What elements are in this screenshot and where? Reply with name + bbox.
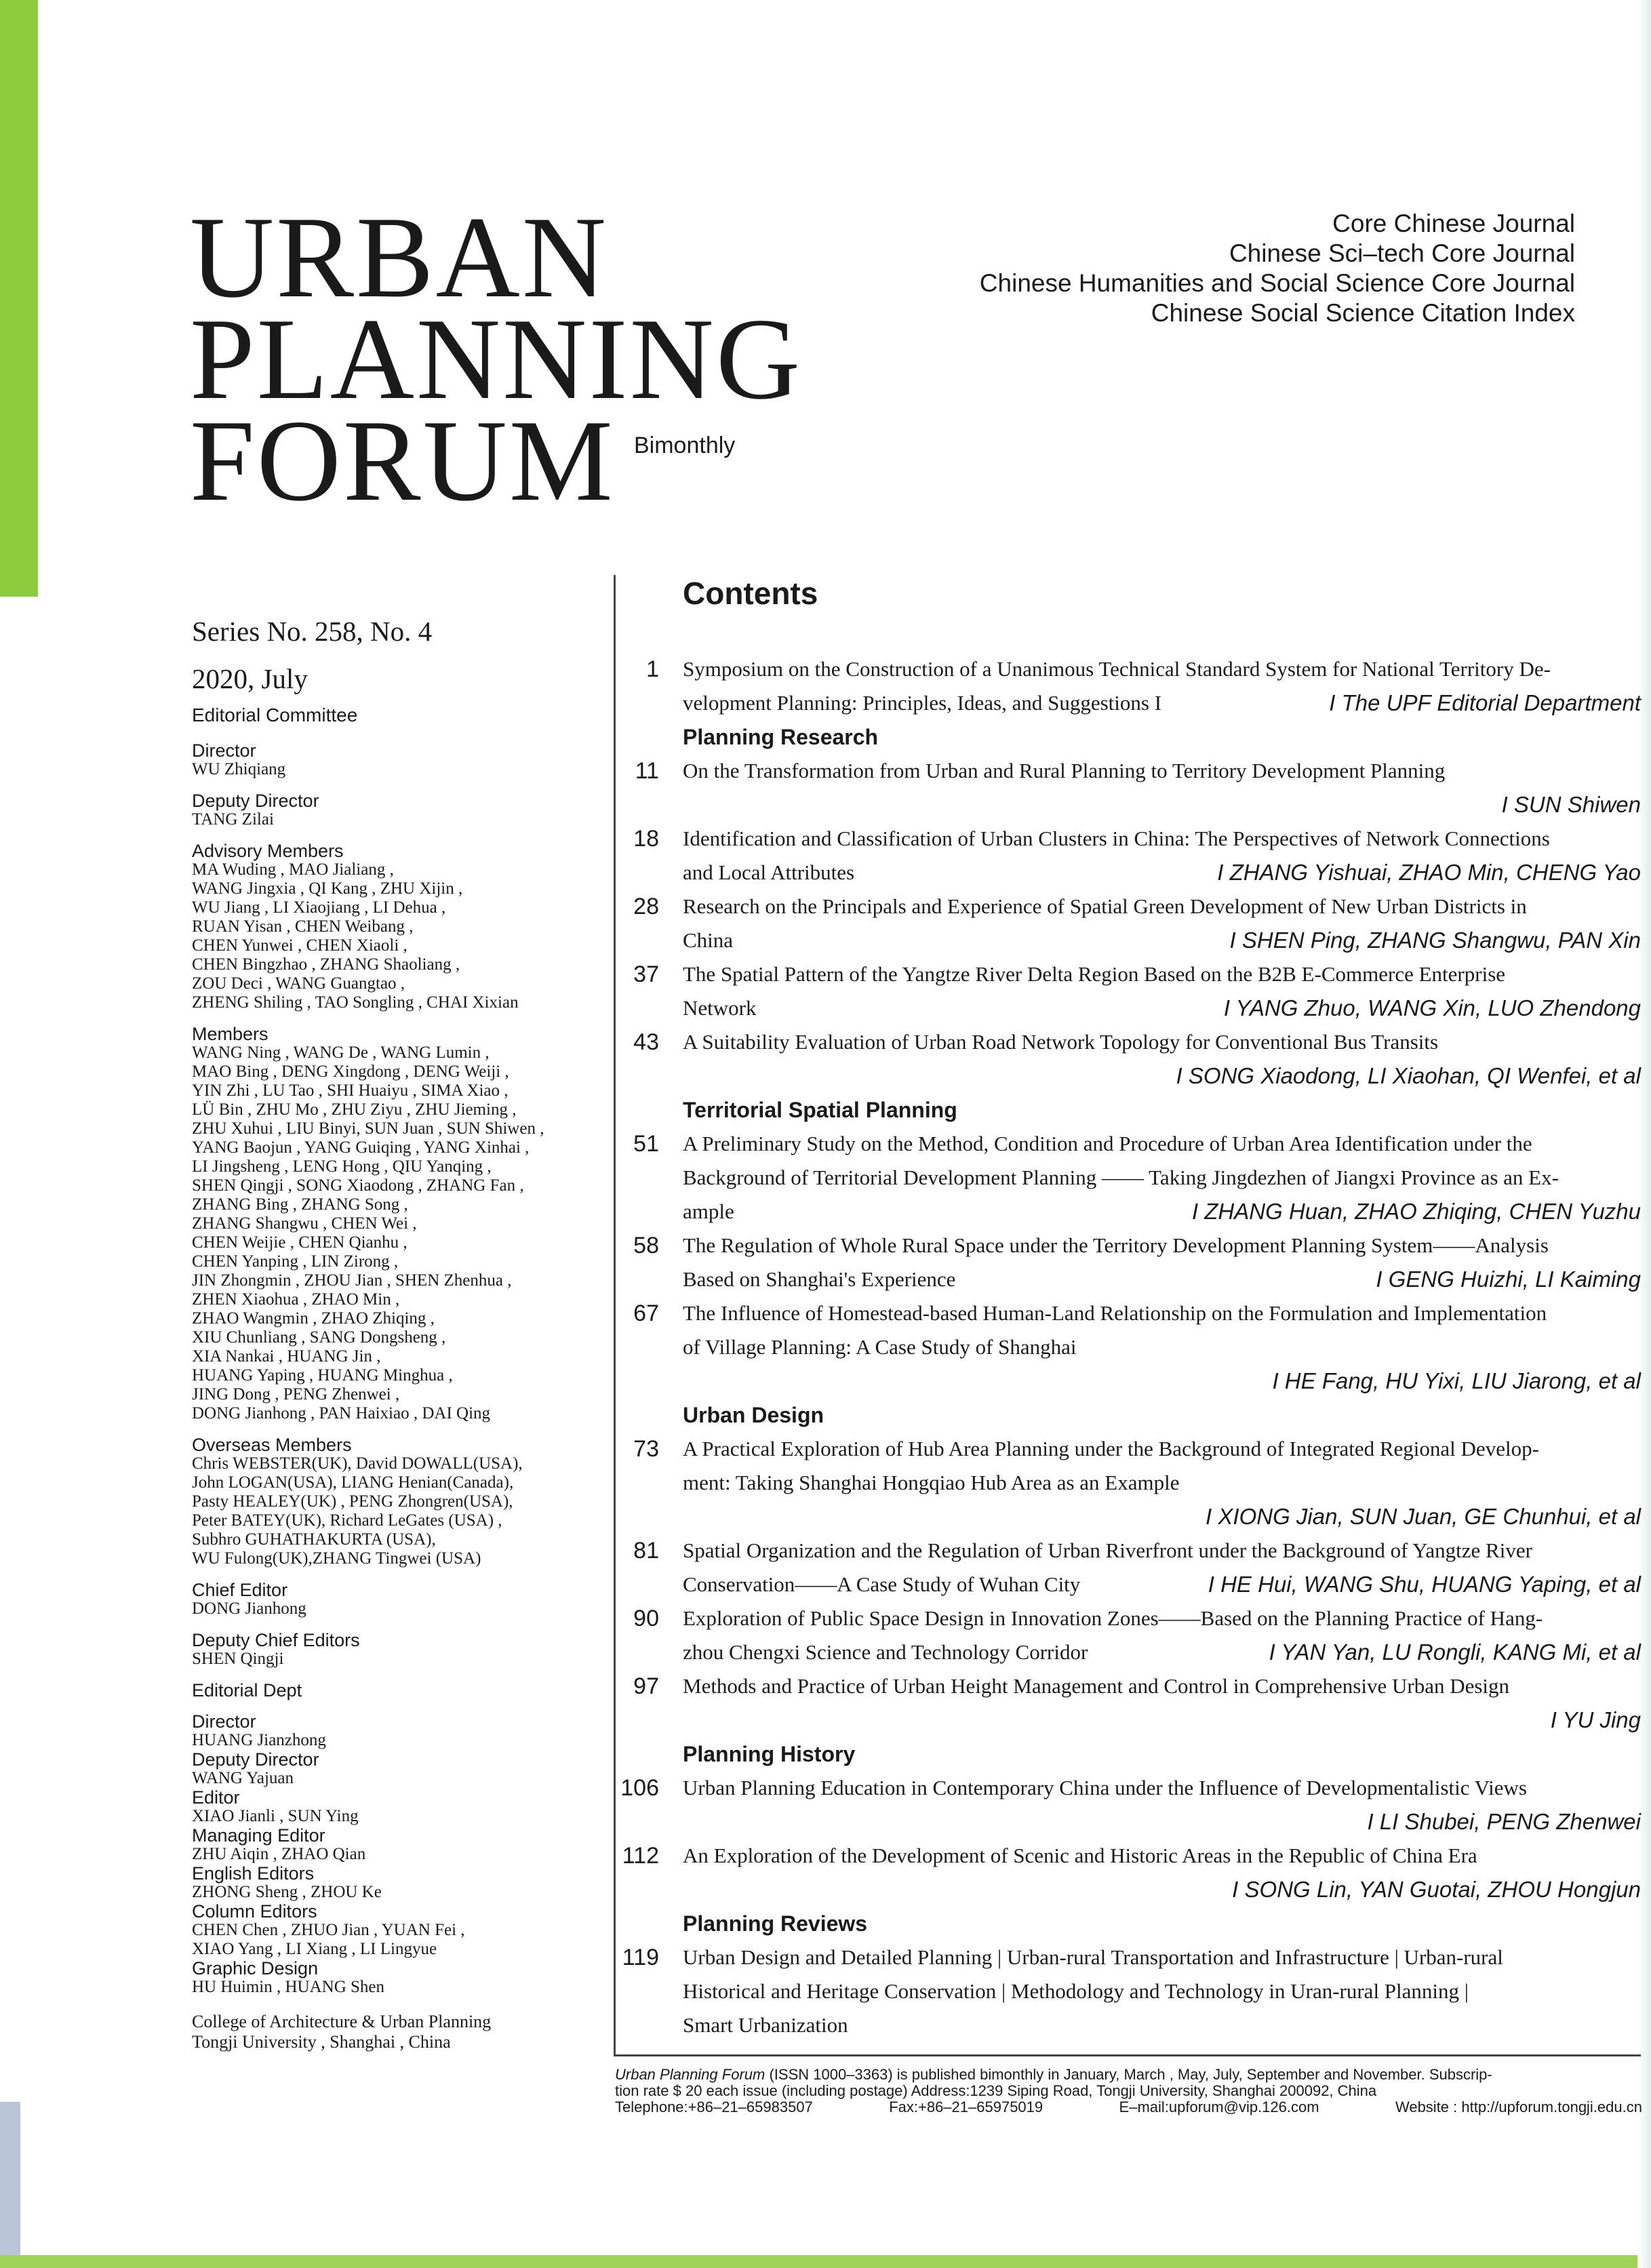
- contents-heading: Contents: [683, 576, 818, 611]
- page-number: 73: [633, 1436, 659, 1462]
- group-names-line: Pasty HEALEY(UK) , PENG Zhongren(USA),: [192, 1492, 513, 1511]
- group-names-line: WANG Ning , WANG De , WANG Lumin ,: [192, 1043, 490, 1062]
- page-number: 67: [633, 1300, 659, 1326]
- group-names-line: ZHONG Sheng , ZHOU Ke: [192, 1883, 382, 1901]
- group-names-line: CHEN Yunwei , CHEN Xiaoli ,: [192, 936, 407, 955]
- group-names-line: CHEN Chen , ZHUO Jian , YUAN Fei ,: [192, 1921, 465, 1939]
- group-names-line: ZHENG Shiling , TAO Songling , CHAI Xixian: [192, 993, 519, 1012]
- contents-entry[interactable]: [633, 1432, 1641, 1534]
- index-item: Chinese Social Science Citation Index: [1151, 299, 1575, 327]
- editorial-committee-heading: Editorial Committee: [192, 704, 358, 725]
- entry-title-line: Background of Territorial Development Planning —— Taking Jingdezhen of Jiangxi Province as an Ex-: [683, 1166, 1559, 1189]
- entry-title-line: Urban Design and Detailed Planning | Urban-rural Transportation and Infrastructure | Urban-rural: [683, 1945, 1503, 1969]
- entry-title-line: Symposium on the Construction of a Unanimous Technical Standard System for National Territory De-: [683, 657, 1551, 681]
- editorial-group: [192, 1750, 599, 1788]
- entry-title-line: Spatial Organization and the Regulation of Urban Riverfront under the Background of Yangtze River: [683, 1538, 1532, 1562]
- publisher-affiliation: [192, 2012, 599, 2052]
- editorial-dept-heading: Editorial Dept: [192, 1680, 302, 1700]
- entry-title-line: Research on the Principals and Experience of Spatial Green Development of New Urban Districts in: [683, 894, 1527, 918]
- group-names-line: ZHU Xuhui , LIU Binyi, SUN Juan , SUN Shiwen ,: [192, 1119, 544, 1138]
- editorial-group: [192, 1902, 599, 1959]
- entry-authors: I SHEN Ping, ZHANG Shangwu, PAN Xin: [1229, 928, 1641, 953]
- group-names-line: HUANG Jianzhong: [192, 1731, 326, 1749]
- group-names-line: WANG Yajuan: [192, 1769, 294, 1787]
- group-names-line: HU Huimin , HUANG Shen: [192, 1978, 385, 1996]
- contents-entry[interactable]: [622, 1839, 1641, 1907]
- footer-website[interactable]: Website : http://upforum.tongji.edu.cn: [1395, 2098, 1642, 2115]
- entry-title-text: Based on Shanghai's Experience: [683, 1267, 956, 1291]
- editorial-group: [192, 1788, 599, 1826]
- entry-authors: I YU Jing: [1550, 1707, 1641, 1732]
- group-title: Deputy Director: [192, 791, 319, 811]
- group-names-line: CHEN Bingzhao , ZHANG Shaoliang ,: [192, 955, 460, 974]
- index-item: Chinese Humanities and Social Science Core Journal: [979, 269, 1575, 297]
- contents-entry[interactable]: [622, 1941, 1641, 2042]
- group-names-line: ZHU Aiqin , ZHAO Qian: [192, 1845, 366, 1863]
- group-names-line: XIA Nankai , HUANG Jin ,: [192, 1347, 381, 1366]
- entry-title-line: ment: Taking Shanghai Hongqiao Hub Area as an Example: [683, 1471, 1180, 1494]
- group-title: Chief Editor: [192, 1580, 288, 1600]
- contents-entry[interactable]: [646, 652, 1641, 720]
- group-title: Column Editors: [192, 1901, 317, 1922]
- index-listing: [980, 209, 1575, 328]
- contents-entry[interactable]: [633, 1669, 1641, 1737]
- contents-entry[interactable]: [633, 1025, 1641, 1093]
- page-number: 106: [620, 1775, 659, 1801]
- contents-entry[interactable]: [633, 1601, 1641, 1669]
- group-names-line: DONG Jianhong , PAN Haixiao , DAI Qing: [192, 1404, 491, 1423]
- affiliation-line: Tongji University , Shanghai , China: [192, 2032, 451, 2052]
- group-names-line: LI Jingsheng , LENG Hong , QIU Yanqing ,: [192, 1157, 492, 1176]
- issue-series: Series No. 258, No. 4: [192, 616, 433, 647]
- page-number: 112: [622, 1843, 659, 1869]
- entry-authors: I ZHANG Yishuai, ZHAO Min, CHENG Yao: [1217, 860, 1641, 885]
- page-number: 51: [633, 1131, 659, 1157]
- entry-title-line: An Exploration of the Development of Scenic and Historic Areas in the Republic of China Era: [683, 1844, 1477, 1867]
- footer-email[interactable]: E–mail:upforum@vip.126.com: [1119, 2098, 1319, 2115]
- group-names-line: CHEN Weijie , CHEN Qianhu ,: [192, 1233, 407, 1252]
- entry-title-text: China: [683, 928, 734, 952]
- entry-title-line: The Influence of Homestead-based Human-Land Relationship on the Formulation and Implementation: [683, 1301, 1547, 1325]
- group-names-line: WANG Jingxia , QI Kang , ZHU Xijin ,: [192, 879, 463, 898]
- group-names-line: JIN Zhongmin , ZHOU Jian , SHEN Zhenhua ,: [192, 1271, 512, 1290]
- group-names-line: SHEN Qingji: [192, 1650, 284, 1668]
- page-number: 90: [633, 1606, 659, 1631]
- group-names-line: TANG Zilai: [192, 810, 274, 829]
- entry-authors: I HE Fang, HU Yixi, LIU Jiarong, et al: [1272, 1368, 1641, 1393]
- entry-title-text: ample: [683, 1199, 734, 1223]
- entry-authors: I HE Hui, WANG Shu, HUANG Yaping, et al: [1208, 1572, 1641, 1597]
- footer-contact-row: [615, 2099, 1642, 2115]
- group-names-line: XIAO Yang , LI Xiang , LI Lingyue: [192, 1940, 437, 1958]
- group-names-line: Subhro GUHATHAKURTA (USA),: [192, 1530, 436, 1549]
- editorial-group: [192, 1631, 599, 1669]
- publication-footer: [615, 2067, 1642, 2115]
- contents-section-heading: Planning Research: [683, 725, 879, 749]
- group-names-line: WU Jiang , LI Xiaojiang , LI Dehua ,: [192, 898, 446, 917]
- group-names-line: LÜ Bin , ZHU Mo , ZHU Ziyu , ZHU Jieming ,: [192, 1100, 517, 1119]
- footer-telephone: Telephone:+86–21–65983507: [615, 2098, 813, 2115]
- group-names-line: XIAO Jianli , SUN Ying: [192, 1807, 359, 1825]
- entry-title-line: [683, 1635, 1641, 1669]
- index-item: Core Chinese Journal: [1332, 210, 1575, 237]
- entry-title-line: Urban Planning Education in Contemporary China under the Influence of Developmentalistic Views: [683, 1776, 1527, 1799]
- entry-title-line: The Regulation of Whole Rural Space under the Territory Development Planning System——Analysis: [683, 1233, 1549, 1257]
- entry-title-line: [683, 1262, 1641, 1296]
- group-names-line: XIU Chunliang , SANG Dongsheng ,: [192, 1328, 446, 1347]
- contents-entry[interactable]: [633, 1229, 1641, 1296]
- editorial-group: [192, 791, 599, 829]
- entry-authors: I SONG Lin, YAN Guotai, ZHOU Hongjun: [1232, 1877, 1641, 1902]
- footer-journal-name: Urban Planning Forum: [615, 2066, 765, 2083]
- entry-title-line: [683, 856, 1641, 890]
- group-title: Advisory Members: [192, 841, 344, 861]
- masthead-line-1: URBAN: [190, 193, 609, 322]
- entry-title-line: Historical and Heritage Conservation | Methodology and Technology in Uran-rural Planning |: [683, 1979, 1469, 2003]
- entry-title-line: [683, 991, 1641, 1025]
- contents-entry[interactable]: [633, 957, 1641, 1025]
- entry-title-line: [683, 923, 1641, 957]
- affiliation-line: College of Architecture & Urban Planning: [192, 2012, 492, 2031]
- entry-authors: I SONG Xiaodong, LI Xiaohan, QI Wenfei, et al: [1176, 1063, 1641, 1088]
- page-number: 1: [646, 656, 659, 682]
- group-names-line: ZOU Deci , WANG Guangtao ,: [192, 974, 405, 993]
- bottom-green-strip: [0, 2255, 1651, 2268]
- contents-entry[interactable]: [635, 754, 1641, 822]
- entry-title-text: Conservation——A Case Study of Wuhan City: [683, 1572, 1081, 1596]
- entry-title-text: and Local Attributes: [683, 860, 855, 884]
- contents-section-heading: Territorial Spatial Planning: [683, 1098, 957, 1122]
- entry-title-line: On the Transformation from Urban and Rural Planning to Territory Development Planning: [683, 759, 1446, 782]
- footer-fax: Fax:+86–21–65975019: [889, 2098, 1043, 2115]
- entry-title-line: Methods and Practice of Urban Height Management and Control in Comprehensive Urban Design: [683, 1674, 1510, 1698]
- editorial-group: [192, 741, 599, 779]
- entry-title-line: [683, 686, 1641, 720]
- group-names-line: WU Zhiqiang: [192, 760, 286, 778]
- footer-divider: [614, 2054, 1641, 2056]
- group-title: Deputy Director: [192, 1749, 319, 1770]
- entry-title-line: A Suitability Evaluation of Urban Road Network Topology for Conventional Bus Transits: [683, 1030, 1439, 1054]
- contents-entry[interactable]: [633, 1534, 1641, 1601]
- editorial-group: [192, 1826, 599, 1864]
- group-title: Director: [192, 740, 256, 761]
- page-number: 37: [633, 961, 659, 987]
- entry-authors: I YANG Zhuo, WANG Xin, LUO Zhendong: [1223, 995, 1641, 1020]
- contents-section-heading: Planning Reviews: [683, 1911, 868, 1936]
- entry-authors: I XIONG Jian, SUN Juan, GE Chunhui, et al: [1206, 1504, 1641, 1529]
- entry-authors: I The UPF Editorial Department: [1329, 690, 1641, 715]
- group-names-line: RUAN Yisan , CHEN Weibang ,: [192, 917, 414, 936]
- entry-title-line: Exploration of Public Space Design in Innovation Zones——Based on the Planning Practice of Hang-: [683, 1606, 1543, 1630]
- editorial-group: [192, 841, 599, 1012]
- entry-authors: I LI Shubei, PENG Zhenwei: [1367, 1809, 1641, 1834]
- group-title: Deputy Chief Editors: [192, 1630, 360, 1650]
- page-number: 119: [622, 1945, 659, 1970]
- footer-line-2: tion rate $ 20 each issue (including postage) Address:1239 Siping Road, Tongji University, Shanghai 200092, China: [615, 2082, 1377, 2099]
- group-names-line: WU Fulong(UK),ZHANG Tingwei (USA): [192, 1549, 481, 1568]
- editorial-group: [192, 1024, 599, 1423]
- entry-authors: I YAN Yan, LU Rongli, KANG Mi, et al: [1269, 1639, 1641, 1665]
- group-title: English Editors: [192, 1863, 315, 1884]
- grey-edge-bar: [0, 2102, 20, 2268]
- issue-date: 2020, July: [192, 663, 308, 694]
- group-names-line: John LOGAN(USA), LIANG Henian(Canada),: [192, 1473, 514, 1492]
- group-title: Graphic Design: [192, 1958, 319, 1978]
- editorial-group: [192, 1864, 599, 1902]
- entry-authors: I GENG Huizhi, LI Kaiming: [1376, 1267, 1641, 1292]
- contents-entry[interactable]: [620, 1771, 1641, 1839]
- group-names-line: DONG Jianhong: [192, 1599, 306, 1618]
- contents-entry[interactable]: [633, 1296, 1641, 1398]
- group-names-line: Peter BATEY(UK), Richard LeGates (USA) ,: [192, 1511, 502, 1530]
- group-title: Editor: [192, 1787, 240, 1808]
- page-number: 97: [633, 1673, 659, 1699]
- group-title: Managing Editor: [192, 1825, 325, 1846]
- index-item: Chinese Sci–tech Core Journal: [1229, 239, 1575, 267]
- contents-section-heading: Urban Design: [683, 1403, 824, 1427]
- page-number: 81: [633, 1538, 659, 1564]
- entry-title-line: The Spatial Pattern of the Yangtze River Delta Region Based on the B2B E-Commerce Enterprise: [683, 962, 1506, 986]
- editorial-group: [192, 1959, 599, 1997]
- contents-entry[interactable]: [633, 890, 1641, 957]
- group-names-line: MAO Bing , DENG Xingdong , DENG Weiji ,: [192, 1062, 509, 1081]
- contents-entry[interactable]: [633, 822, 1641, 890]
- contents-entry[interactable]: [633, 1127, 1641, 1229]
- entry-title-line: [683, 1568, 1641, 1601]
- page-number: 18: [633, 826, 659, 852]
- group-names-line: ZHANG Bing , ZHANG Song ,: [192, 1195, 408, 1214]
- editorial-masthead-column: [192, 614, 599, 2052]
- masthead-line-2: PLANNING: [190, 295, 803, 424]
- entry-title-line: Identification and Classification of Urban Clusters in China: The Perspectives of Network Connections: [683, 827, 1550, 850]
- footer-line-1: [615, 2067, 1642, 2083]
- entry-title-line: [683, 1195, 1641, 1229]
- entry-authors: I ZHANG Huan, ZHAO Zhiqing, CHEN Yuzhu: [1191, 1199, 1641, 1224]
- table-of-contents: [620, 652, 1641, 2042]
- editorial-group: [192, 1435, 599, 1568]
- group-names-line: CHEN Yanping , LIN Zirong ,: [192, 1252, 399, 1271]
- group-names-line: JING Dong , PENG Zhenwei ,: [192, 1385, 400, 1404]
- group-names-line: ZHEN Xiaohua , ZHAO Min ,: [192, 1290, 400, 1309]
- footer-line-1-text: (ISSN 1000–3363) is published bimonthly in January, March , May, July, September and November. Subscrip-: [765, 2066, 1492, 2083]
- page-number: 43: [633, 1029, 659, 1055]
- page-number: 28: [633, 894, 659, 919]
- entry-title-line: Smart Urbanization: [683, 2013, 848, 2037]
- entry-title-line: A Practical Exploration of Hub Area Planning under the Background of Integrated Regional Develop-: [683, 1437, 1539, 1460]
- masthead-line-3: FORUM: [190, 397, 615, 525]
- contents-section-heading: Planning History: [683, 1742, 856, 1766]
- group-names-line: MA Wuding , MAO Jialiang ,: [192, 860, 394, 879]
- group-names-line: HUANG Yaping , HUANG Minghua ,: [192, 1366, 453, 1385]
- frequency-label: Bimonthly: [634, 433, 736, 458]
- page-number: 58: [633, 1233, 659, 1258]
- group-names-line: Chris WEBSTER(UK), David DOWALL(USA),: [192, 1454, 523, 1473]
- group-title: Members: [192, 1024, 268, 1044]
- group-title: Overseas Members: [192, 1435, 352, 1455]
- group-names-line: YANG Baojun , YANG Guiqing , YANG Xinhai ,: [192, 1138, 530, 1157]
- editorial-groups: [192, 741, 599, 1997]
- group-names-line: YIN Zhi , LU Tao , SHI Huaiyu , SIMA Xiao ,: [192, 1081, 509, 1100]
- entry-title-text: Network: [683, 996, 757, 1020]
- editorial-group: [192, 1712, 599, 1750]
- editorial-group: [192, 1580, 599, 1618]
- entry-title-text: zhou Chengxi Science and Technology Corridor: [683, 1640, 1088, 1664]
- entry-title-text: velopment Planning: Principles, Ideas, and Suggestions I: [683, 691, 1162, 715]
- green-accent-bar: [0, 0, 38, 597]
- group-names-line: SHEN Qingji , SONG Xiaodong , ZHANG Fan ,: [192, 1176, 524, 1195]
- entry-title-line: of Village Planning: A Case Study of Shanghai: [683, 1335, 1077, 1359]
- entry-authors: I SUN Shiwen: [1501, 792, 1641, 817]
- group-names-line: ZHANG Shangwu , CHEN Wei ,: [192, 1214, 417, 1233]
- entry-title-line: A Preliminary Study on the Method, Condition and Procedure of Urban Area Identification under the: [683, 1132, 1532, 1155]
- group-names-line: ZHAO Wangmin , ZHAO Zhiqing ,: [192, 1309, 435, 1328]
- page-number: 11: [635, 758, 659, 784]
- journal-masthead: [190, 193, 803, 525]
- group-title: Director: [192, 1711, 256, 1732]
